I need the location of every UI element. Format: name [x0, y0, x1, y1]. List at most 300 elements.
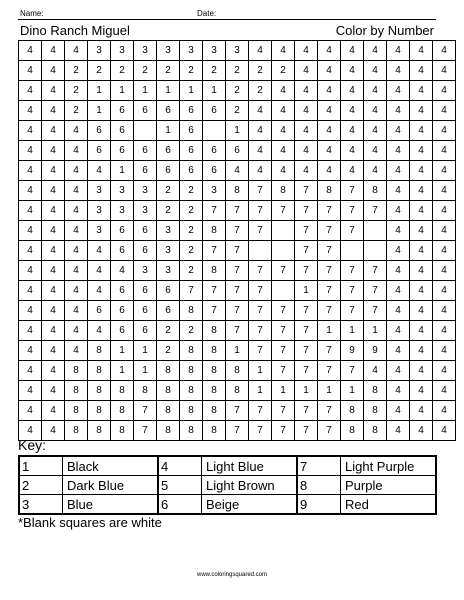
grid-cell: 4 — [387, 401, 410, 421]
grid-cell: 4 — [433, 201, 456, 221]
grid-cell: 7 — [295, 321, 318, 341]
grid-cell: 4 — [42, 61, 65, 81]
grid-cell: 2 — [111, 61, 134, 81]
grid-cell: 4 — [410, 41, 433, 61]
grid-cell: 6 — [88, 301, 111, 321]
grid-row — [19, 241, 456, 261]
grid-cell: 4 — [65, 201, 88, 221]
grid-cell: 4 — [318, 101, 341, 121]
grid-row — [19, 301, 456, 321]
grid-cell: 8 — [226, 381, 249, 401]
grid-cell: 4 — [341, 101, 364, 121]
grid-cell: 8 — [157, 361, 180, 381]
grid-cell: 7 — [272, 301, 295, 321]
grid-cell: 2 — [180, 221, 203, 241]
grid-cell: 8 — [180, 381, 203, 401]
grid-cell: 4 — [364, 101, 387, 121]
grid-cell: 2 — [157, 201, 180, 221]
grid-cell: 1 — [88, 101, 111, 121]
grid-cell: 8 — [157, 381, 180, 401]
grid-cell: 1 — [295, 381, 318, 401]
grid-cell: 3 — [111, 181, 134, 201]
grid-row — [19, 61, 456, 81]
date-label: Date: — [197, 9, 217, 18]
grid-cell: 4 — [19, 381, 42, 401]
grid-cell: 4 — [410, 361, 433, 381]
grid-cell: 4 — [410, 141, 433, 161]
grid-cell: 4 — [387, 361, 410, 381]
grid-cell: 8 — [364, 401, 387, 421]
grid-row — [19, 41, 456, 61]
grid-cell: 4 — [272, 101, 295, 121]
grid-cell: 7 — [134, 421, 157, 441]
grid-cell: 7 — [226, 201, 249, 221]
grid-cell: 4 — [433, 61, 456, 81]
grid-cell: 8 — [88, 401, 111, 421]
grid-cell: 1 — [157, 121, 180, 141]
grid-cell: 1 — [341, 381, 364, 401]
grid-cell: 7 — [295, 261, 318, 281]
grid-cell: 6 — [203, 141, 226, 161]
grid-cell: 1 — [134, 341, 157, 361]
grid-cell: 4 — [387, 301, 410, 321]
grid-cell: 3 — [134, 41, 157, 61]
grid-cell: 4 — [318, 141, 341, 161]
grid-cell: 4 — [88, 241, 111, 261]
grid-cell: 4 — [387, 161, 410, 181]
grid-cell: 4 — [272, 121, 295, 141]
grid-cell: 7 — [226, 241, 249, 261]
grid-cell: 4 — [88, 281, 111, 301]
grid-cell — [364, 221, 387, 241]
grid-cell: 7 — [249, 221, 272, 241]
grid-cell: 3 — [226, 41, 249, 61]
grid-cell: 7 — [318, 361, 341, 381]
grid-cell: 8 — [111, 421, 134, 441]
grid-cell: 4 — [410, 281, 433, 301]
grid-cell: 4 — [42, 421, 65, 441]
grid-cell: 3 — [180, 41, 203, 61]
grid-cell: 4 — [65, 161, 88, 181]
grid-cell: 3 — [88, 181, 111, 201]
grid-cell: 6 — [180, 101, 203, 121]
grid-cell: 7 — [249, 321, 272, 341]
grid-cell: 7 — [249, 281, 272, 301]
grid-row — [19, 261, 456, 281]
grid-cell: 6 — [111, 101, 134, 121]
grid-cell: 8 — [203, 321, 226, 341]
grid-cell: 4 — [42, 381, 65, 401]
grid-cell: 4 — [272, 41, 295, 61]
grid-cell: 7 — [341, 261, 364, 281]
grid-cell: 7 — [203, 301, 226, 321]
grid-cell: 4 — [410, 341, 433, 361]
grid-cell: 7 — [318, 421, 341, 441]
grid-cell: 4 — [341, 81, 364, 101]
grid-cell: 7 — [341, 301, 364, 321]
key-color-name: Light Purple — [341, 456, 437, 476]
key-number: 2 — [19, 476, 63, 495]
grid-cell: 4 — [410, 261, 433, 281]
grid-cell: 4 — [387, 101, 410, 121]
grid-cell: 4 — [42, 241, 65, 261]
grid-cell: 1 — [111, 161, 134, 181]
grid-cell: 4 — [295, 81, 318, 101]
grid-cell: 4 — [318, 61, 341, 81]
grid-cell: 8 — [341, 401, 364, 421]
grid-cell: 4 — [410, 301, 433, 321]
grid-cell: 2 — [65, 61, 88, 81]
grid-cell: 3 — [88, 41, 111, 61]
grid-cell — [341, 241, 364, 261]
grid-row — [19, 421, 456, 441]
grid-cell: 3 — [157, 241, 180, 261]
grid-cell: 4 — [364, 61, 387, 81]
grid-cell: 1 — [364, 321, 387, 341]
grid-cell: 3 — [134, 261, 157, 281]
grid-cell: 4 — [433, 261, 456, 281]
grid-cell: 4 — [410, 241, 433, 261]
grid-row — [19, 81, 456, 101]
grid-cell: 4 — [387, 141, 410, 161]
key-number: 3 — [19, 495, 63, 515]
grid-cell: 4 — [65, 321, 88, 341]
grid-cell: 7 — [226, 401, 249, 421]
grid-cell: 8 — [364, 421, 387, 441]
grid-cell: 4 — [410, 121, 433, 141]
grid-cell: 6 — [88, 121, 111, 141]
grid-cell: 6 — [157, 101, 180, 121]
grid-cell: 1 — [180, 81, 203, 101]
grid-cell: 4 — [19, 361, 42, 381]
grid-cell: 7 — [203, 241, 226, 261]
grid-row — [19, 141, 456, 161]
grid-cell: 7 — [295, 181, 318, 201]
grid-cell: 4 — [111, 261, 134, 281]
white-squares-note: *Blank squares are white — [18, 515, 162, 530]
page-subtitle: Color by Number — [335, 23, 434, 38]
grid-cell: 1 — [272, 381, 295, 401]
grid-row — [19, 221, 456, 241]
grid-cell: 2 — [272, 61, 295, 81]
grid-cell: 8 — [364, 181, 387, 201]
grid-cell: 7 — [318, 221, 341, 241]
grid-cell: 4 — [42, 101, 65, 121]
grid-cell: 2 — [180, 181, 203, 201]
grid-cell: 1 — [111, 81, 134, 101]
key-color-name: Purple — [341, 476, 437, 495]
grid-cell: 1 — [226, 341, 249, 361]
grid-cell: 9 — [341, 341, 364, 361]
grid-cell: 4 — [42, 301, 65, 321]
grid-cell — [249, 241, 272, 261]
grid-cell: 7 — [341, 281, 364, 301]
grid-cell: 1 — [111, 341, 134, 361]
key-number: 5 — [158, 476, 202, 495]
grid-cell: 2 — [180, 241, 203, 261]
grid-cell: 7 — [364, 201, 387, 221]
grid-cell: 8 — [203, 401, 226, 421]
grid-cell: 4 — [387, 181, 410, 201]
grid-cell: 4 — [433, 121, 456, 141]
grid-cell — [203, 121, 226, 141]
grid-cell: 2 — [180, 321, 203, 341]
key-color-name: Blue — [63, 495, 159, 515]
key-row — [19, 476, 436, 495]
grid-cell: 4 — [19, 141, 42, 161]
grid-cell: 7 — [295, 241, 318, 261]
grid-cell: 1 — [318, 381, 341, 401]
grid-cell: 8 — [180, 301, 203, 321]
grid-cell: 4 — [433, 281, 456, 301]
grid-cell: 7 — [272, 421, 295, 441]
grid-cell: 7 — [134, 401, 157, 421]
grid-cell: 4 — [433, 241, 456, 261]
grid-cell: 4 — [295, 161, 318, 181]
grid-cell: 4 — [42, 121, 65, 141]
grid-cell: 4 — [387, 261, 410, 281]
grid-cell: 3 — [111, 201, 134, 221]
grid-cell: 4 — [19, 101, 42, 121]
grid-cell: 4 — [341, 161, 364, 181]
grid-cell: 4 — [88, 321, 111, 341]
grid-cell: 4 — [249, 101, 272, 121]
grid-cell: 8 — [65, 401, 88, 421]
grid-cell: 4 — [410, 381, 433, 401]
grid-cell: 8 — [203, 361, 226, 381]
grid-cell: 8 — [65, 361, 88, 381]
grid-cell: 4 — [387, 421, 410, 441]
grid-cell: 8 — [65, 381, 88, 401]
grid-cell: 4 — [19, 221, 42, 241]
grid-cell: 4 — [318, 81, 341, 101]
grid-cell: 8 — [111, 401, 134, 421]
grid-cell: 7 — [180, 281, 203, 301]
grid-row — [19, 181, 456, 201]
grid-cell: 4 — [295, 141, 318, 161]
grid-cell: 4 — [88, 261, 111, 281]
grid-cell: 2 — [88, 61, 111, 81]
grid-cell: 4 — [272, 161, 295, 181]
grid-cell: 4 — [65, 221, 88, 241]
grid-cell: 4 — [42, 161, 65, 181]
grid-cell: 6 — [134, 161, 157, 181]
grid-cell: 4 — [433, 221, 456, 241]
grid-cell: 7 — [295, 301, 318, 321]
grid-cell: 4 — [295, 121, 318, 141]
grid-cell: 7 — [318, 281, 341, 301]
grid-cell: 6 — [134, 281, 157, 301]
grid-cell: 6 — [111, 121, 134, 141]
grid-cell: 4 — [410, 421, 433, 441]
grid-cell: 4 — [318, 41, 341, 61]
grid-cell: 4 — [318, 161, 341, 181]
grid-cell: 4 — [364, 81, 387, 101]
grid-cell: 4 — [42, 281, 65, 301]
grid-cell: 4 — [410, 221, 433, 241]
grid-cell: 1 — [249, 361, 272, 381]
key-color-name: Light Blue — [202, 456, 298, 476]
grid-cell: 4 — [387, 61, 410, 81]
grid-cell: 7 — [249, 261, 272, 281]
grid-cell: 1 — [134, 81, 157, 101]
grid-cell — [364, 241, 387, 261]
grid-cell: 4 — [65, 41, 88, 61]
grid-cell: 2 — [180, 201, 203, 221]
grid-cell: 7 — [249, 201, 272, 221]
footer-url: www.coloringsquared.com — [196, 572, 268, 578]
grid-cell: 4 — [387, 81, 410, 101]
grid-cell: 6 — [180, 121, 203, 141]
grid-cell: 7 — [272, 201, 295, 221]
grid-cell: 7 — [295, 361, 318, 381]
grid-cell: 4 — [19, 401, 42, 421]
grid-cell: 4 — [272, 141, 295, 161]
key-color-name: Dark Blue — [63, 476, 159, 495]
grid-cell: 6 — [157, 161, 180, 181]
grid-cell: 8 — [157, 421, 180, 441]
grid-cell: 1 — [157, 81, 180, 101]
grid-cell: 7 — [364, 281, 387, 301]
grid-cell: 8 — [65, 421, 88, 441]
grid-cell: 4 — [65, 241, 88, 261]
grid-cell: 4 — [19, 241, 42, 261]
grid-cell: 4 — [42, 81, 65, 101]
grid-cell: 2 — [226, 81, 249, 101]
grid-cell: 4 — [19, 181, 42, 201]
grid-cell: 4 — [433, 41, 456, 61]
grid-cell: 6 — [134, 241, 157, 261]
grid-cell: 2 — [157, 341, 180, 361]
grid-cell: 4 — [364, 41, 387, 61]
grid-cell: 4 — [410, 81, 433, 101]
grid-cell: 4 — [433, 421, 456, 441]
grid-cell: 6 — [111, 241, 134, 261]
grid-cell: 3 — [203, 41, 226, 61]
key-number: 6 — [158, 495, 202, 515]
grid-cell: 4 — [19, 261, 42, 281]
grid-cell: 3 — [157, 41, 180, 61]
grid-cell: 7 — [364, 261, 387, 281]
grid-cell: 4 — [410, 101, 433, 121]
grid-cell: 8 — [88, 381, 111, 401]
grid-cell: 3 — [88, 221, 111, 241]
grid-cell: 8 — [111, 381, 134, 401]
title-row — [18, 22, 436, 40]
grid-cell: 1 — [341, 321, 364, 341]
grid-cell: 6 — [203, 101, 226, 121]
grid-cell: 7 — [318, 341, 341, 361]
grid-cell: 2 — [249, 81, 272, 101]
grid-cell: 4 — [341, 121, 364, 141]
grid-cell: 4 — [433, 361, 456, 381]
grid-cell: 4 — [387, 41, 410, 61]
grid-cell: 8 — [272, 181, 295, 201]
grid-cell: 6 — [203, 161, 226, 181]
grid-cell: 4 — [19, 61, 42, 81]
grid-cell: 4 — [19, 81, 42, 101]
grid-cell: 4 — [42, 41, 65, 61]
grid-cell: 4 — [433, 341, 456, 361]
grid-cell: 6 — [111, 221, 134, 241]
grid-cell: 4 — [387, 201, 410, 221]
grid-cell: 6 — [180, 161, 203, 181]
grid-cell: 8 — [88, 421, 111, 441]
grid-cell: 6 — [157, 141, 180, 161]
grid-cell: 1 — [134, 361, 157, 381]
grid-cell: 4 — [341, 141, 364, 161]
grid-cell: 2 — [157, 321, 180, 341]
header-bar — [18, 7, 436, 20]
grid-row — [19, 361, 456, 381]
grid-cell: 7 — [249, 421, 272, 441]
grid-cell: 4 — [65, 301, 88, 321]
grid-cell: 4 — [65, 181, 88, 201]
grid-cell: 4 — [42, 221, 65, 241]
grid-row — [19, 401, 456, 421]
grid-cell: 8 — [134, 381, 157, 401]
grid-cell: 2 — [203, 61, 226, 81]
grid-cell: 4 — [341, 61, 364, 81]
grid-cell: 4 — [19, 281, 42, 301]
grid-cell: 8 — [180, 341, 203, 361]
grid-cell: 4 — [42, 261, 65, 281]
grid-row — [19, 281, 456, 301]
grid-cell: 2 — [65, 81, 88, 101]
grid-cell: 4 — [433, 181, 456, 201]
grid-cell: 1 — [203, 81, 226, 101]
grid-cell: 4 — [387, 221, 410, 241]
grid-cell — [272, 281, 295, 301]
grid-row — [19, 381, 456, 401]
grid-cell: 4 — [318, 121, 341, 141]
grid-row — [19, 161, 456, 181]
grid-cell: 4 — [272, 81, 295, 101]
key-table — [18, 455, 437, 515]
grid-cell: 7 — [318, 261, 341, 281]
grid-cell: 7 — [249, 301, 272, 321]
grid-cell: 7 — [226, 281, 249, 301]
grid-cell: 6 — [111, 321, 134, 341]
grid-cell: 4 — [249, 41, 272, 61]
grid-cell: 6 — [134, 141, 157, 161]
grid-row — [19, 321, 456, 341]
grid-cell: 2 — [157, 61, 180, 81]
grid-cell: 7 — [249, 401, 272, 421]
grid-cell: 4 — [249, 161, 272, 181]
grid-cell: 7 — [272, 361, 295, 381]
grid-cell: 7 — [226, 321, 249, 341]
grid-cell: 1 — [249, 381, 272, 401]
grid-cell: 7 — [318, 301, 341, 321]
grid-cell: 4 — [42, 181, 65, 201]
grid-cell: 6 — [111, 301, 134, 321]
grid-cell: 7 — [249, 341, 272, 361]
grid-cell: 4 — [65, 261, 88, 281]
grid-cell: 4 — [19, 301, 42, 321]
grid-cell: 4 — [295, 41, 318, 61]
key-number: 4 — [158, 456, 202, 476]
grid-cell: 3 — [134, 181, 157, 201]
grid-cell: 8 — [364, 381, 387, 401]
grid-cell: 7 — [226, 421, 249, 441]
grid-cell: 7 — [295, 341, 318, 361]
key-number: 7 — [297, 456, 341, 476]
grid-cell — [272, 241, 295, 261]
grid-cell: 6 — [88, 141, 111, 161]
grid-cell: 4 — [387, 281, 410, 301]
grid-cell: 4 — [410, 201, 433, 221]
